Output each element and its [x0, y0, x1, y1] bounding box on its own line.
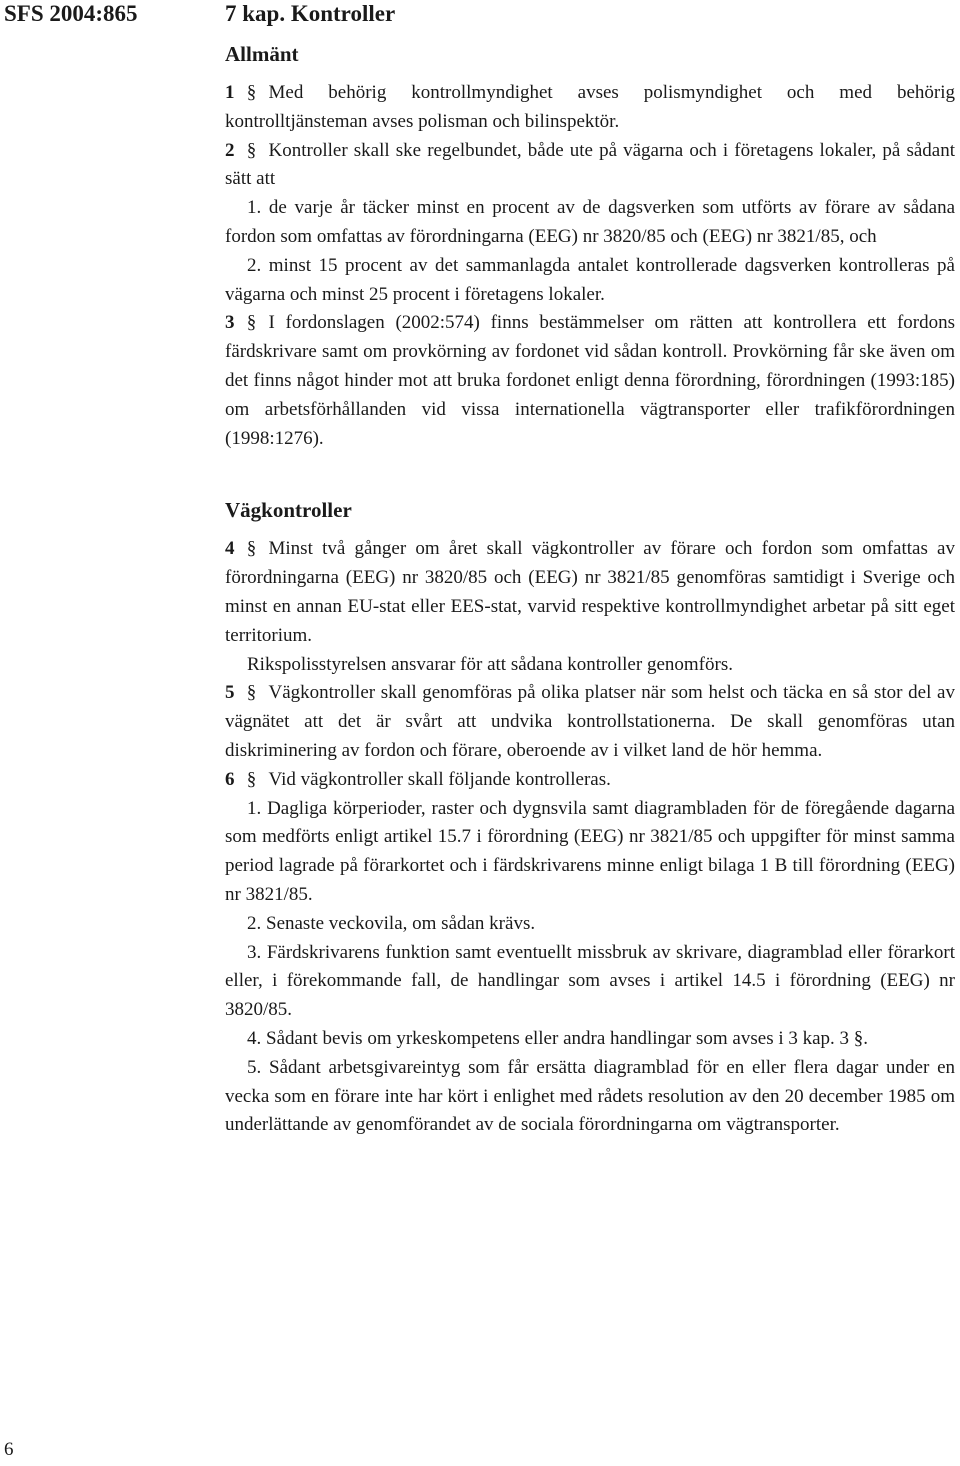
paragraph-text: Kontroller skall ske regelbundet, både ute på vägarna och i företagens lokaler, på sådant sätt att — [225, 139, 955, 190]
list-item: 4. Sådant bevis om yrkeskompetens eller andra handlingar som avses i 3 kap. 3 §. — [247, 1027, 869, 1049]
paragraph-number: 1 — [225, 82, 235, 103]
chapter-title: 7 kap. Kontroller — [225, 1, 396, 26]
paragraph-number: 6 — [225, 768, 235, 790]
paragraph-text: Vid vägkontroller skall följande kontrolleras. — [268, 768, 611, 790]
list-item: 2. minst 15 procent av det sammanlagda antalet kontrollerade dagsverken kontrolleras på vägarna och minst 25 procent i företagens lokaler. — [225, 254, 955, 305]
paragraph-text: Minst två gånger om året skall vägkontroller av förare och fordon som omfattas av förordningarna (EEG) nr 3820/85 och (EEG) nr 3821/85 genomföras samtidigt i Sverige och minst en annan EU-stat eller EES-stat, varvid respektive kontrollmyndighet arbetar på sitt eget territorium. — [225, 538, 955, 646]
section-symbol: § — [246, 682, 257, 704]
paragraph-number: 4 — [225, 538, 235, 560]
paragraph-2 — [225, 137, 955, 195]
document-body — [225, 0, 955, 1140]
section-symbol: § — [246, 139, 257, 161]
list-item: 5. Sådant arbetsgivareintyg som får ersätta diagramblad för en eller flera dagar under en vecka som en förare inte har kört i enlighet med rådets resolution av den 20 december 1985 om underlättande av genomförandet av de sociala förordningarna om vägtransporter. — [225, 1056, 955, 1136]
list-item: 2. Senaste veckovila, om sådan krävs. — [247, 912, 536, 934]
paragraph-5 — [225, 679, 955, 765]
paragraph-1 — [225, 79, 955, 137]
section-symbol: § — [246, 538, 257, 560]
section-symbol: § — [246, 82, 257, 103]
section-symbol: § — [246, 312, 257, 334]
paragraph-3 — [225, 309, 955, 453]
section-heading-road-checks: Vägkontroller — [225, 498, 352, 523]
paragraph-text: Vägkontroller skall genomföras på olika platser när som helst och täcka en så stor del av vägnätet att det är svårt att undvika kontrollstationerna. De skall genomföras utan diskriminering av fordon och förare, oberoende av i vilket land de hör hemma. — [225, 682, 955, 761]
paragraph-6 — [225, 766, 955, 795]
list-item: 1. Dagliga körperioder, raster och dygnsvila samt diagrambladen för de föregående dagarna som medförts enligt artikel 15.7 i förordning (EEG) nr 3821/85 och uppgifter för minst samma period lagrade på förarkortet och i färdskrivarens minne enligt bilaga 1 B till förordning (EEG) nr 3821/85. — [225, 797, 955, 905]
page-number: 6 — [4, 1439, 14, 1460]
paragraph-number: 2 — [225, 139, 235, 161]
sfs-reference: SFS 2004:865 — [4, 1, 138, 26]
paragraph-text: I fordonslagen (2002:574) finns bestämmelser om rätten att kontrollera ett fordons färdskrivare samt om provkörning av fordonet vid sådan kontroll. Provkörning får ske även om det finns något hinder mot att bruka fordonet enligt denna förordning, förordningen (1993:185) om arbetsförhållanden vid vissa internationella vägtransporter eller trafikförordningen (1998:1276). — [225, 312, 955, 449]
section-symbol: § — [246, 768, 257, 790]
list-item: 1. de varje år täcker minst en procent av de dagsverken som utförts av förare av sådana fordon som omfattas av förordningarna (EEG) nr 3820/85 och (EEG) nr 3821/85, och — [225, 197, 955, 247]
paragraph-number: 5 — [225, 682, 235, 704]
section-heading-general: Allmänt — [225, 42, 299, 66]
paragraph-4-continuation: Rikspolisstyrelsen ansvarar för att sådana kontroller genomförs. — [247, 653, 733, 675]
paragraph-text: Med behörig kontrollmyndighet avses polismyndighet och med behörig kontrolltjänsteman avses polisman och bilinspektör. — [225, 82, 955, 132]
list-item: 3. Färdskrivarens funktion samt eventuellt missbruk av skrivare, diagramblad eller förarkort eller, i förekommande fall, de handlingar som avses i artikel 14.5 i förordning (EEG) nr 3820/85. — [225, 941, 955, 1021]
paragraph-number: 3 — [225, 312, 235, 334]
paragraph-4 — [225, 535, 955, 650]
